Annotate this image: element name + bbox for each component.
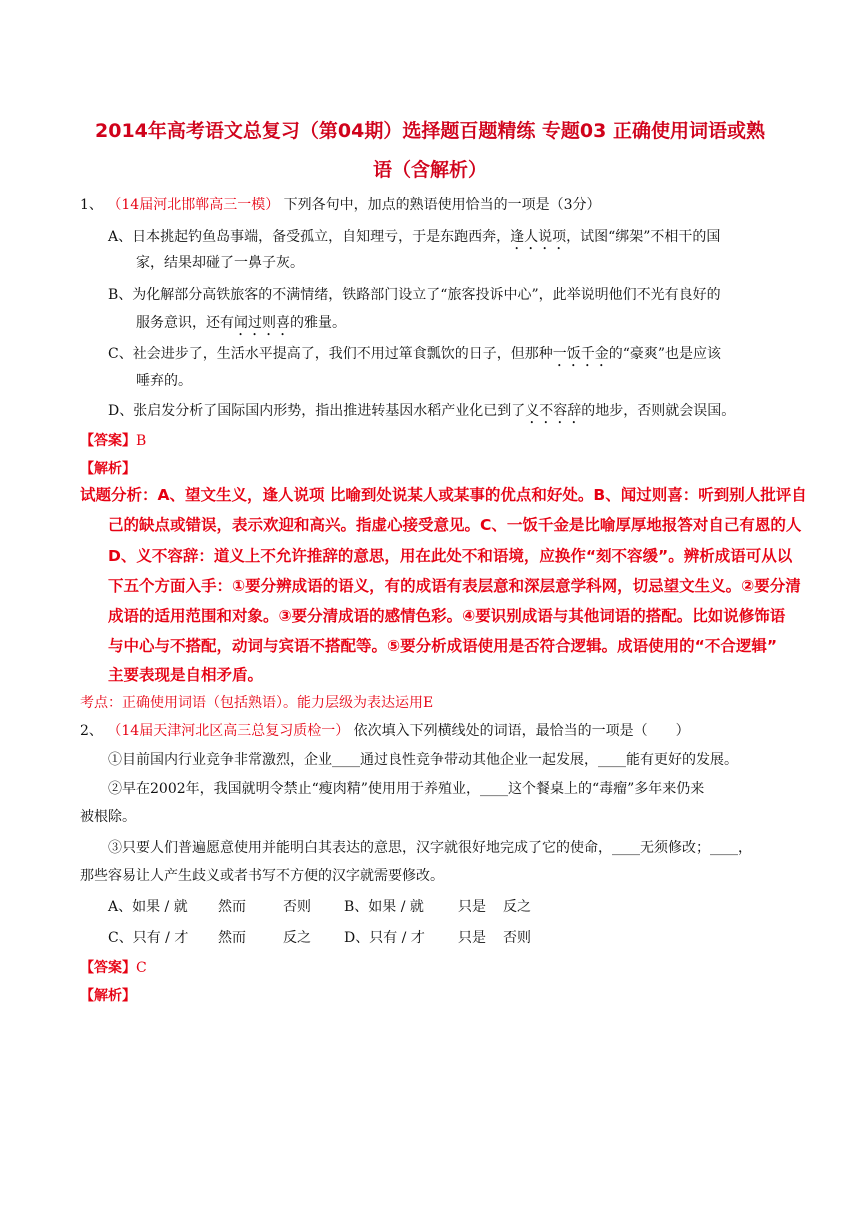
q2-analysis-tag: 【解析】 — [80, 988, 136, 1004]
q1-a-idiom: 逢人说项 — [510, 229, 567, 245]
doc-title-line2: 语（含解析） — [372, 159, 487, 181]
q2-option-a-part2: 然而 — [218, 899, 246, 915]
q1-analysis-line6: 与中心与不搭配，动词与宾语不搭配等。⑤要分析成语使用是否符合逻辑。成语使用的“不合逻辑” — [108, 637, 778, 655]
q1-a-text: A、日本挑起钓鱼岛事端，备受孤立，自知理亏，于是东跑西奔， — [108, 229, 511, 245]
q2-option-b-part2: 只是 — [458, 899, 486, 915]
q2-option-d-part1: D、只有 / 才 — [344, 930, 425, 946]
q1-c-text: C、社会进步了，生活水平提高了，我们不用过箪食瓢饮的日子，但那种 — [108, 346, 553, 362]
q2-option-b-part3: 反之 — [503, 899, 531, 915]
q1-d-text: D、张启发分析了国际国内形势，指出推进转基因水稻产业化已到了 — [108, 403, 526, 419]
q1-option-a-line2: 家，结果却碰了一鼻子灰。 — [136, 255, 304, 271]
q1-analysis-tag: 【解析】 — [80, 461, 136, 477]
q2-sentence-2-line1: ②早在2002年，我国就明令禁止“瘦肉精”使用用于养殖业，____这个餐桌上的“毒瘤”多年来仍来 — [108, 781, 705, 797]
q1-analysis-line4: 下五个方面入手：①要分辨成语的语义，有的成语有表层意和深层意学科网，切忌望文生义。②要分清 — [108, 577, 801, 595]
q1-c-text-rest: 的“豪爽”也是应该 — [608, 346, 722, 362]
q1-option-c-line2: 唾弃的。 — [136, 373, 192, 389]
q1-kaodian: 考点：正确使用词语（包括熟语）。能力层级为表达运用E — [80, 695, 434, 711]
q2-option-c-part1: C、只有 / 才 — [108, 930, 189, 946]
q1-option-d — [108, 401, 735, 427]
q1-analysis-line2: 己的缺点或错误，表示欢迎和高兴。指虚心接受意见。C、一饭千金是比喻厚厚地报答对自己有恩的人 — [108, 516, 802, 534]
q2-option-d-part3: 否则 — [503, 930, 531, 946]
q1-b-text: 服务意识，还有 — [136, 315, 234, 331]
q2-option-d-part2: 只是 — [458, 930, 486, 946]
q1-option-c-line1 — [108, 344, 721, 370]
q1-answer — [80, 431, 146, 451]
q2-option-b-part1: B、如果 / 就 — [344, 899, 424, 915]
q2-stem: 依次填入下列横线处的词语，最恰当的一项是（ ） — [353, 723, 690, 739]
q1-option-b-line1: B、为化解部分高铁旅客的不满情绪，铁路部门设立了“旅客投诉中心”，此举说明他们不光有良好的 — [108, 287, 721, 303]
q2-sentence-3-line2: 那些容易让人产生歧义或者书写不方便的汉字就需要修改。 — [80, 868, 444, 884]
q1-answer-tag: 【答案】 — [80, 433, 136, 449]
q2-sentence-3-line1: ③只要人们普遍愿意使用并能明白其表达的意思，汉字就很好地完成了它的使命，____无须修改；____， — [108, 840, 752, 856]
q1-a-text-rest: ，试图“绑架”不相干的国 — [566, 229, 721, 245]
q2-option-a-part3: 否则 — [283, 899, 311, 915]
q2-number: 2、 — [80, 723, 103, 739]
q2-sentence-2-line2: 被根除。 — [80, 809, 136, 825]
q2-answer — [80, 958, 147, 978]
q1-stem: 下列各句中，加点的熟语使用恰当的一项是（3分） — [283, 197, 601, 213]
q2-header — [80, 721, 690, 741]
q1-answer-value: B — [136, 433, 147, 449]
q1-b-text-rest: 的雅量。 — [290, 315, 346, 331]
q2-answer-value: C — [136, 960, 147, 976]
q1-option-a-line1 — [108, 227, 720, 253]
q2-options-row1 — [0, 896, 860, 916]
doc-title-line1: 2014年高考语文总复习（第04期）选择题百题精练 专题03 正确使用词语或熟 — [95, 120, 765, 142]
q1-option-b-line2 — [136, 313, 346, 339]
q1-analysis-line5: 成语的适用范围和对象。③要分清成语的感情色彩。④要识别成语与其他词语的搭配。比如说修饰语 — [108, 607, 786, 625]
q1-c-idiom: 一饭千金 — [552, 346, 609, 362]
q1-source: （14届河北邯郸高三一模） — [107, 197, 280, 213]
q2-options-row2 — [0, 927, 860, 947]
q2-option-c-part3: 反之 — [283, 930, 311, 946]
q1-analysis-line7: 主要表现是自相矛盾。 — [108, 666, 264, 684]
q1-b-idiom: 闻过则喜 — [234, 315, 290, 331]
q2-option-a-part1: A、如果 / 就 — [108, 899, 188, 915]
q2-source: （14届天津河北区高三总复习质检一） — [107, 723, 350, 739]
q1-d-idiom: 义不容辞 — [525, 403, 582, 419]
q2-sentence-1: ①目前国内行业竞争非常激烈，企业____通过良性竞争带动其他企业一起发展，____能有更好的发展。 — [108, 752, 738, 768]
q2-answer-tag: 【答案】 — [80, 960, 136, 976]
q1-analysis-line1: 试题分析：A、望文生义，逢人说项 比喻到处说某人或某事的优点和好处。B、闻过则喜：听到别人批评自 — [80, 486, 807, 504]
q1-header — [80, 195, 601, 215]
q1-number: 1、 — [80, 197, 103, 213]
q1-d-text-rest: 的地步，否则就会误国。 — [581, 403, 736, 419]
q1-analysis-line3: D、义不容辞：道义上不允许推辞的意思，用在此处不和语境，应换作“刻不容缓”。辨析成语可从以 — [108, 547, 793, 565]
q2-option-c-part2: 然而 — [218, 930, 246, 946]
